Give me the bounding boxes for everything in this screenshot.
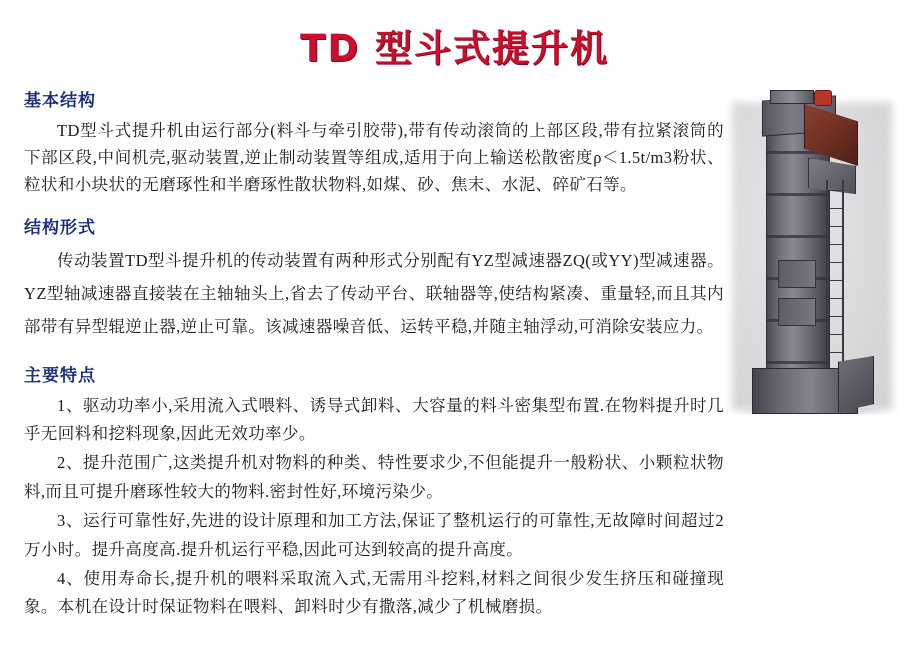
inspection-door-lower [778,298,816,326]
section-basic-structure [24,86,724,199]
elevator-top-cap [770,90,814,104]
feature-item-2: 2、提升范围广,这类提升机对物料的种类、特性要求少,不但能提升一般粉状、小颗粒状物料,而且可提升磨琢性较大的物料.密封性好,环境污染少。 [24,453,724,501]
paragraph-basic-structure: TD型斗式提升机由运行部分(料斗与牵引胶带),带有传动滚筒的上部区段,带有拉紧滚筒的下部区段,中间机壳,驱动装置,逆止制动装置等组成,适用于向上输送松散密度ρ＜1.5t/m3粉状、粒状和小块状的无磨琢性和半磨琢性散状物料,如煤、砂、焦末、水泥、碎矿石等。 [24,121,724,195]
section-heading-basic-structure: 基本结构 [24,91,96,111]
feature-item-4: 4、使用寿命长,提升机的喂料采取流入式,无需用斗挖料,材料之间很少发生挤压和碰撞现象。本机在设计时保证物料在喂料、卸料时少有撒落,减少了机械磨损。 [24,568,724,617]
paragraph-structural-form: 传动装置TD型斗提升机的传动装置有两种形式分别配有YZ型减速器ZQ(或YY)型减速器。YZ型轴减速器直接装在主轴轴头上,省去了传动平台、联轴器等,使结构紧凑、重量轻,而且其内部带有异型辊逆止器,逆止可靠。该减速器噪音低、运转平稳,并随主轴浮动,可消除安装应力。 [24,250,724,336]
page-title: TD 型斗式提升机 [300,27,609,70]
section-heading-main-features: 主要特点 [24,365,96,386]
section-heading-structural-form: 结构形式 [24,217,96,238]
document-body [24,86,724,623]
section-structural-form [24,213,724,343]
section-main-features [24,361,724,622]
feature-item-3: 3、运行可靠性好,先进的设计原理和加工方法,保证了整机运行的可靠性,无故障时间超过2万小时。提升高度高.提升机运行平稳,因此可达到较高的提升高度。 [24,511,724,559]
bucket-elevator-photo [726,84,896,414]
inspection-door-upper [778,260,816,288]
drive-motor [814,90,832,106]
feature-item-1: 1、驱动功率小,采用流入式喂料、诱导式卸料、大容量的料斗密集型布置.在物料提升时几乎无回料和挖料现象,因此无效功率少。 [24,395,724,444]
inspection-ladder [826,180,844,370]
boot-inlet-chute [838,356,874,412]
